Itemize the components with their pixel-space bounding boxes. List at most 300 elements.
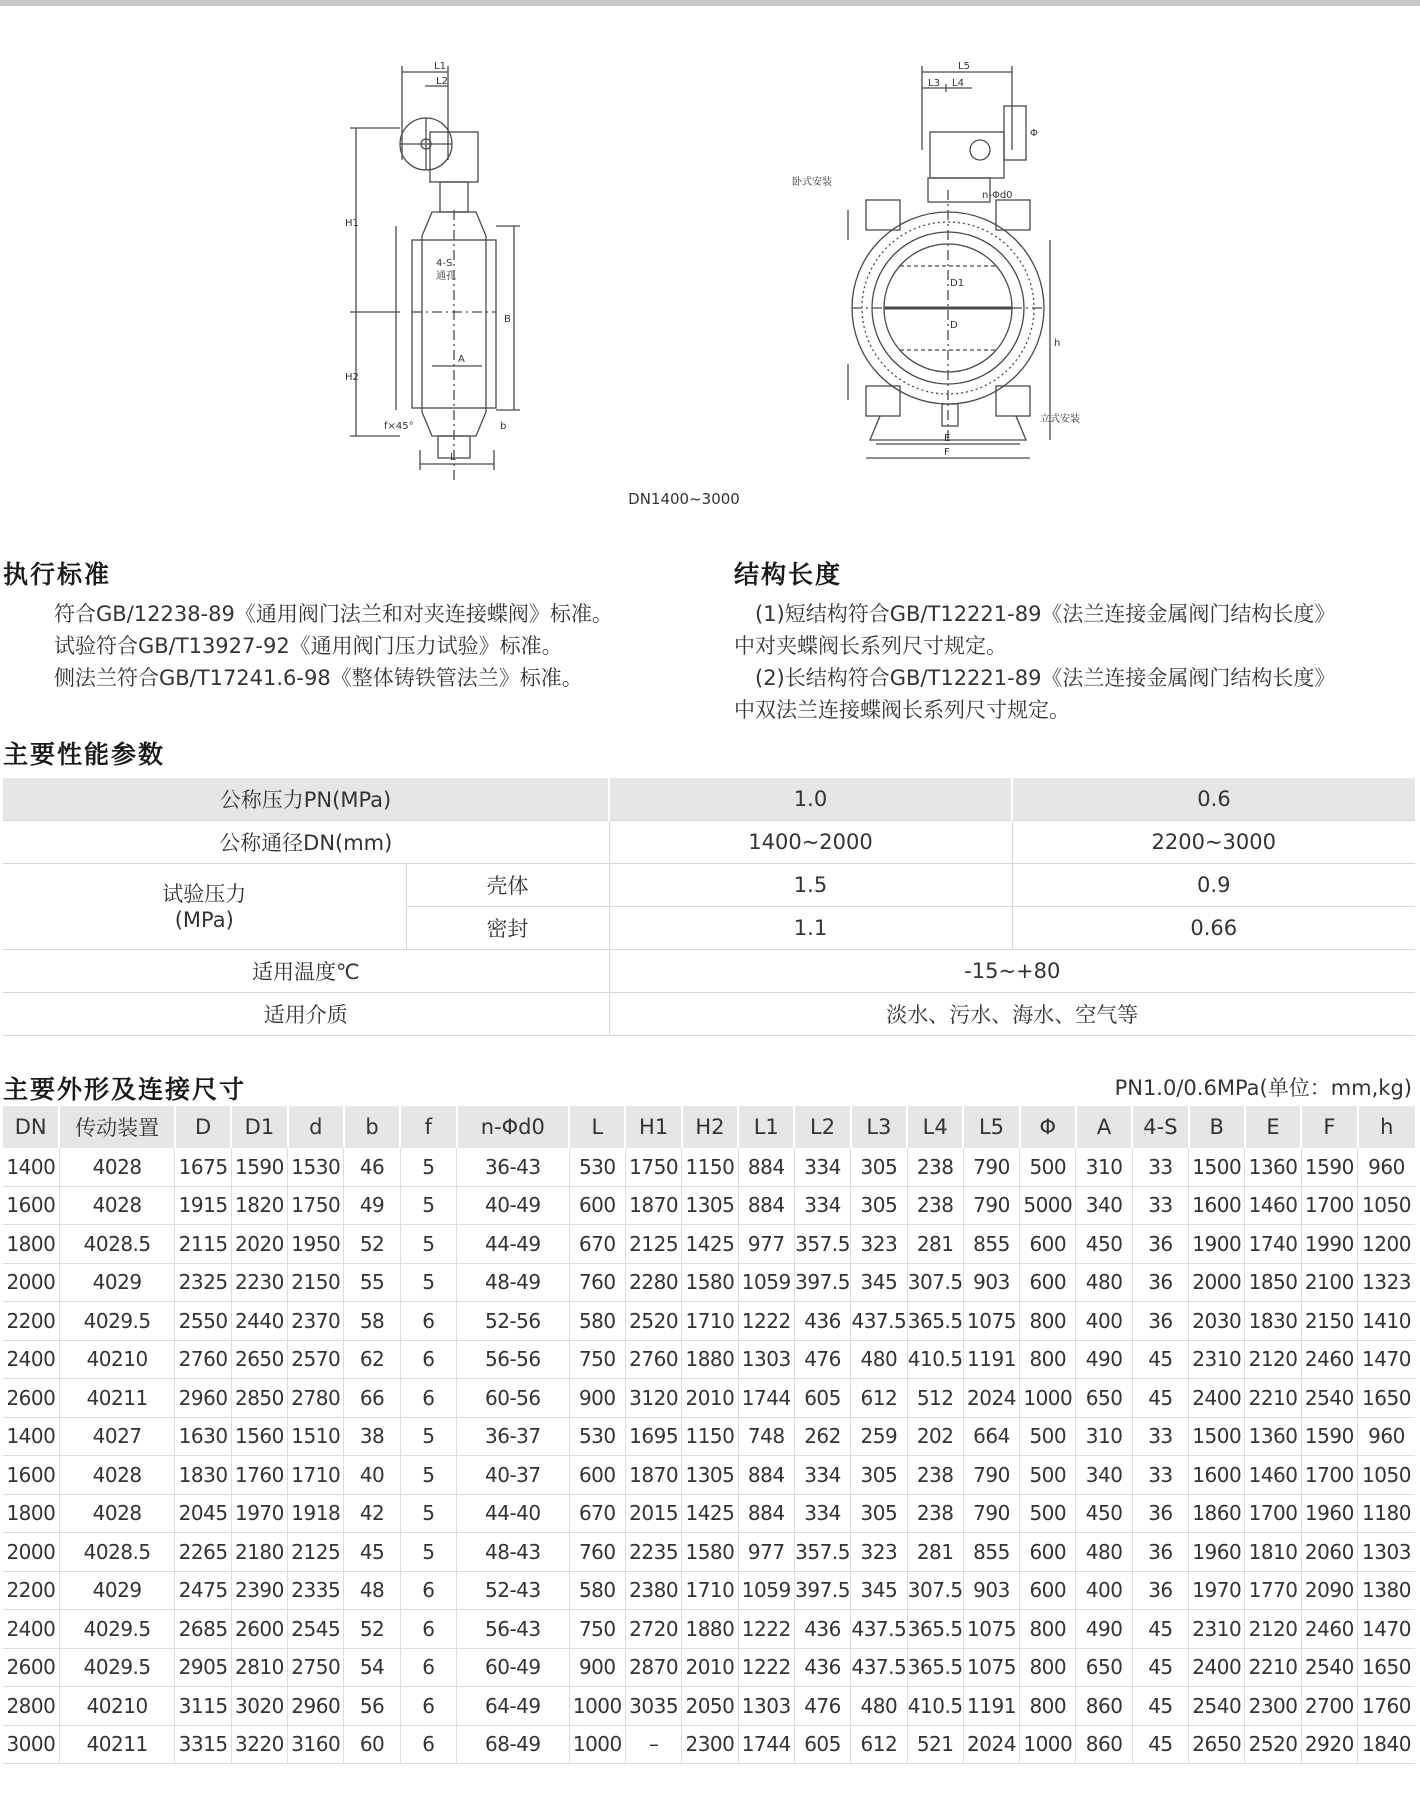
table-cell: 307.5: [907, 1263, 963, 1302]
standards-line: 侧法兰符合GB/T17241.6-98《整体铸铁管法兰》标准。: [54, 666, 583, 690]
table-cell: 521: [907, 1725, 963, 1764]
table-cell: 49: [344, 1186, 400, 1225]
temp-value: -15~+80: [609, 950, 1415, 993]
table-cell: 1880: [682, 1610, 738, 1649]
table-cell: 2400: [3, 1340, 59, 1379]
column-header: A: [1076, 1106, 1132, 1148]
table-cell: 44-49: [457, 1225, 570, 1264]
table-cell: 480: [851, 1340, 907, 1379]
pn-label: 公称压力PN(MPa): [3, 778, 609, 821]
table-cell: 600: [1020, 1533, 1076, 1572]
table-cell: 2380: [625, 1571, 681, 1610]
table-cell: 4028: [59, 1494, 175, 1533]
table-cell: 2015: [625, 1494, 681, 1533]
label-E: E: [944, 433, 951, 444]
table-row: [3, 821, 1415, 864]
table-cell: 3220: [231, 1725, 287, 1764]
table-cell: 1000: [569, 1725, 625, 1764]
table-cell: 605: [794, 1725, 850, 1764]
column-header: n-Φd0: [457, 1106, 570, 1148]
table-cell: 1760: [1358, 1687, 1415, 1726]
table-cell: 2520: [625, 1302, 681, 1341]
table-cell: 1000: [1020, 1379, 1076, 1418]
table-cell: 2265: [175, 1533, 231, 1572]
table-cell: 2600: [3, 1648, 59, 1687]
table-cell: 1695: [625, 1417, 681, 1456]
table-cell: 2310: [1189, 1610, 1245, 1649]
table-cell: 40-49: [457, 1186, 570, 1225]
label-H1: H1: [345, 218, 359, 229]
table-cell: 238: [907, 1494, 963, 1533]
column-header: h: [1358, 1106, 1415, 1148]
table-cell: 48-49: [457, 1263, 570, 1302]
table-cell: 476: [794, 1340, 850, 1379]
table-cell: 310: [1076, 1148, 1132, 1186]
table-cell: 3120: [625, 1379, 681, 1418]
table-cell: 1059: [738, 1571, 794, 1610]
table-cell: 5: [400, 1186, 456, 1225]
temp-label: 适用温度℃: [3, 950, 609, 993]
table-cell: 410.5: [907, 1340, 963, 1379]
table-body: [3, 1148, 1415, 1764]
table-row: [3, 1494, 1415, 1533]
label-A: A: [458, 354, 465, 365]
table-cell: 410.5: [907, 1687, 963, 1726]
table-cell: 2870: [625, 1648, 681, 1687]
table-cell: 530: [569, 1148, 625, 1186]
table-cell: 2520: [1245, 1725, 1301, 1764]
table-cell: 500: [1020, 1456, 1076, 1495]
table-cell: 650: [1076, 1379, 1132, 1418]
label-f: f×45°: [384, 421, 414, 432]
table-cell: 1960: [1301, 1494, 1357, 1533]
column-header: D1: [231, 1106, 287, 1148]
table-cell: 1191: [963, 1687, 1019, 1726]
table-row: [3, 1571, 1415, 1610]
table-cell: 2650: [1189, 1725, 1245, 1764]
table-cell: 450: [1076, 1225, 1132, 1264]
table-cell: 2750: [288, 1648, 344, 1687]
table-cell: 800: [1020, 1302, 1076, 1341]
table-cell: 2125: [625, 1225, 681, 1264]
table-cell: 800: [1020, 1648, 1076, 1687]
table-cell: 2810: [231, 1648, 287, 1687]
table-cell: 2460: [1301, 1340, 1357, 1379]
seal-value-1: 1.1: [609, 907, 1012, 950]
column-header: d: [288, 1106, 344, 1148]
table-cell: 1675: [175, 1148, 231, 1186]
table-cell: 1600: [3, 1186, 59, 1225]
table-cell: 2150: [288, 1263, 344, 1302]
table-cell: 259: [851, 1417, 907, 1456]
table-cell: 800: [1020, 1687, 1076, 1726]
table-cell: 1222: [738, 1610, 794, 1649]
table-cell: 1800: [3, 1494, 59, 1533]
table-cell: 1710: [288, 1456, 344, 1495]
table-cell: 436: [794, 1648, 850, 1687]
table-cell: 4029: [59, 1571, 175, 1610]
table-cell: 800: [1020, 1340, 1076, 1379]
table-cell: 2180: [231, 1533, 287, 1572]
table-row: [3, 1456, 1415, 1495]
table-cell: 33: [1132, 1186, 1188, 1225]
table-cell: 36: [1132, 1571, 1188, 1610]
table-cell: 60-56: [457, 1379, 570, 1418]
table-cell: 2760: [625, 1340, 681, 1379]
table-cell: 2280: [625, 1263, 681, 1302]
table-cell: 1580: [682, 1263, 738, 1302]
table-cell: 1400: [3, 1148, 59, 1186]
table-cell: 52: [344, 1610, 400, 1649]
table-cell: 365.5: [907, 1648, 963, 1687]
table-cell: 977: [738, 1225, 794, 1264]
table-cell: 6: [400, 1610, 456, 1649]
medium-label: 适用介质: [3, 993, 609, 1036]
side-view: [350, 66, 520, 480]
table-cell: 1400: [3, 1417, 59, 1456]
table-cell: 2010: [682, 1648, 738, 1687]
table-cell: 580: [569, 1302, 625, 1341]
table-cell: 1820: [231, 1186, 287, 1225]
table-cell: 1840: [1358, 1725, 1415, 1764]
table-cell: 790: [963, 1148, 1019, 1186]
table-cell: 4028: [59, 1456, 175, 1495]
table-cell: 2030: [1189, 1302, 1245, 1341]
table-cell: 305: [851, 1186, 907, 1225]
table-cell: 5: [400, 1225, 456, 1264]
column-header: H1: [625, 1106, 681, 1148]
table-cell: 670: [569, 1225, 625, 1264]
table-row: [3, 1263, 1415, 1302]
table-cell: 1830: [1245, 1302, 1301, 1341]
table-cell: 5000: [1020, 1186, 1076, 1225]
column-header: F: [1301, 1106, 1357, 1148]
table-cell: 437.5: [851, 1648, 907, 1687]
table-cell: 1744: [738, 1725, 794, 1764]
table-cell: 2150: [1301, 1302, 1357, 1341]
table-cell: 2230: [231, 1263, 287, 1302]
table-cell: 397.5: [794, 1571, 850, 1610]
table-cell: 3315: [175, 1725, 231, 1764]
dn-label: 公称通径DN(mm): [3, 821, 609, 864]
table-cell: 2800: [3, 1687, 59, 1726]
label-L5: L5: [958, 61, 970, 72]
table-cell: 1970: [231, 1494, 287, 1533]
table-cell: 3000: [3, 1725, 59, 1764]
table-cell: 1700: [1301, 1186, 1357, 1225]
table-cell: 36: [1132, 1533, 1188, 1572]
table-cell: 36-37: [457, 1417, 570, 1456]
pn-value-1: 1.0: [609, 778, 1012, 821]
dn-value-1: 1400~2000: [609, 821, 1012, 864]
table-cell: 2125: [288, 1533, 344, 1572]
table-row: [3, 1417, 1415, 1456]
shell-value-2: 0.9: [1012, 864, 1415, 907]
table-cell: 855: [963, 1225, 1019, 1264]
table-cell: 600: [569, 1456, 625, 1495]
table-row: [3, 1725, 1415, 1764]
table-cell: 1200: [1358, 1225, 1415, 1264]
table-cell: 33: [1132, 1417, 1188, 1456]
label-F: F: [944, 447, 950, 458]
table-cell: 1050: [1358, 1456, 1415, 1495]
table-row: [3, 1225, 1415, 1264]
column-header: L2: [794, 1106, 850, 1148]
table-cell: 66: [344, 1379, 400, 1418]
table-cell: 45: [1132, 1379, 1188, 1418]
table-cell: 2335: [288, 1571, 344, 1610]
table-cell: 6: [400, 1571, 456, 1610]
table-cell: 2720: [625, 1610, 681, 1649]
column-header: D: [175, 1106, 231, 1148]
table-cell: 345: [851, 1571, 907, 1610]
table-cell: 2440: [231, 1302, 287, 1341]
table-cell: 4028: [59, 1148, 175, 1186]
table-cell: 1075: [963, 1302, 1019, 1341]
table-cell: 1710: [682, 1571, 738, 1610]
label-B: B: [504, 314, 511, 325]
table-cell: 1222: [738, 1302, 794, 1341]
table-cell: 2905: [175, 1648, 231, 1687]
table-cell: 2570: [288, 1340, 344, 1379]
table-cell: 2600: [3, 1379, 59, 1418]
length-line: (1)短结构符合GB/T12221-89《法兰连接金属阀门结构长度》: [734, 602, 1336, 626]
table-cell: 397.5: [794, 1263, 850, 1302]
label-D: D: [950, 320, 958, 331]
table-cell: 400: [1076, 1571, 1132, 1610]
table-cell: 1590: [1301, 1148, 1357, 1186]
table-cell: 2400: [3, 1610, 59, 1649]
table-cell: 2390: [231, 1571, 287, 1610]
table-cell: 2370: [288, 1302, 344, 1341]
table-cell: 1150: [682, 1148, 738, 1186]
column-header: 传动装置: [59, 1106, 175, 1148]
table-cell: 310: [1076, 1417, 1132, 1456]
column-header: L4: [907, 1106, 963, 1148]
table-cell: 45: [344, 1533, 400, 1572]
length-line: (2)长结构符合GB/T12221-89《法兰连接金属阀门结构长度》: [734, 666, 1336, 690]
table-cell: 6: [400, 1648, 456, 1687]
table-cell: 2000: [1189, 1263, 1245, 1302]
table-cell: 2850: [231, 1379, 287, 1418]
standards-title: 执行标准: [3, 560, 112, 589]
table-cell: 1870: [625, 1456, 681, 1495]
table-cell: 323: [851, 1225, 907, 1264]
table-row: [3, 993, 1415, 1036]
table-cell: 4029.5: [59, 1648, 175, 1687]
table-cell: 800: [1020, 1610, 1076, 1649]
drawing-labels: [345, 61, 1080, 463]
table-cell: 977: [738, 1533, 794, 1572]
table-cell: 400: [1076, 1302, 1132, 1341]
table-cell: 36-43: [457, 1148, 570, 1186]
table-cell: 600: [1020, 1571, 1076, 1610]
table-cell: 1900: [1189, 1225, 1245, 1264]
table-cell: 1510: [288, 1417, 344, 1456]
table-row: [3, 1687, 1415, 1726]
table-cell: 305: [851, 1494, 907, 1533]
table-cell: 334: [794, 1148, 850, 1186]
table-cell: 305: [851, 1148, 907, 1186]
table-cell: 58: [344, 1302, 400, 1341]
label-D1: D1: [950, 278, 965, 289]
label-b: b: [500, 421, 507, 432]
medium-value: 淡水、污水、海水、空气等: [609, 993, 1415, 1036]
table-cell: 281: [907, 1225, 963, 1264]
table-cell: 44-40: [457, 1494, 570, 1533]
table-cell: 64-49: [457, 1687, 570, 1726]
table-cell: 790: [963, 1186, 1019, 1225]
table-cell: 36: [1132, 1225, 1188, 1264]
table-cell: 60-49: [457, 1648, 570, 1687]
table-cell: 6: [400, 1302, 456, 1341]
table-cell: 436: [794, 1302, 850, 1341]
table-cell: 480: [851, 1687, 907, 1726]
table-cell: 1700: [1301, 1456, 1357, 1495]
seal-label: 密封: [406, 907, 609, 950]
table-cell: 45: [1132, 1648, 1188, 1687]
table-cell: 900: [569, 1379, 625, 1418]
table-cell: 1600: [3, 1456, 59, 1495]
table-cell: 580: [569, 1571, 625, 1610]
table-cell: 437.5: [851, 1610, 907, 1649]
table-cell: 56: [344, 1687, 400, 1726]
table-cell: 1740: [1245, 1225, 1301, 1264]
table-cell: 2200: [3, 1571, 59, 1610]
label-L: L: [450, 452, 456, 463]
table-cell: 3115: [175, 1687, 231, 1726]
table-cell: 2400: [1189, 1648, 1245, 1687]
table-cell: 436: [794, 1610, 850, 1649]
table-cell: 2000: [3, 1533, 59, 1572]
table-cell: 1303: [1358, 1533, 1415, 1572]
table-cell: 2120: [1245, 1610, 1301, 1649]
drawing-caption: DN1400~3000: [628, 490, 740, 508]
table-cell: 1870: [625, 1186, 681, 1225]
shell-label: 壳体: [406, 864, 609, 907]
table-cell: 790: [963, 1494, 1019, 1533]
table-cell: 45: [1132, 1610, 1188, 1649]
table-cell: 1560: [231, 1417, 287, 1456]
table-cell: 1380: [1358, 1571, 1415, 1610]
table-cell: 202: [907, 1417, 963, 1456]
table-cell: 1425: [682, 1494, 738, 1533]
table-cell: 2120: [1245, 1340, 1301, 1379]
column-header: L1: [738, 1106, 794, 1148]
table-cell: 340: [1076, 1186, 1132, 1225]
table-cell: 1600: [1189, 1186, 1245, 1225]
table-cell: 1744: [738, 1379, 794, 1418]
table-cell: 960: [1358, 1417, 1415, 1456]
table-cell: 307.5: [907, 1571, 963, 1610]
table-cell: 600: [1020, 1263, 1076, 1302]
length-line: 中双法兰连接蝶阀长系列尺寸规定。: [734, 698, 1070, 722]
seal-value-2: 0.66: [1012, 907, 1415, 950]
top-rule: [0, 0, 1420, 6]
column-header: B: [1189, 1106, 1245, 1148]
table-cell: 1918: [288, 1494, 344, 1533]
table-cell: 855: [963, 1533, 1019, 1572]
table-cell: 490: [1076, 1340, 1132, 1379]
table-cell: 45: [1132, 1340, 1188, 1379]
table-cell: 238: [907, 1148, 963, 1186]
table-cell: 1830: [175, 1456, 231, 1495]
table-cell: 334: [794, 1186, 850, 1225]
table-row: [3, 1648, 1415, 1687]
table-cell: 2210: [1245, 1648, 1301, 1687]
table-cell: 903: [963, 1263, 1019, 1302]
table-cell: 1180: [1358, 1494, 1415, 1533]
table-cell: 52-56: [457, 1302, 570, 1341]
table-cell: 2475: [175, 1571, 231, 1610]
table-cell: 1590: [1301, 1417, 1357, 1456]
table-cell: 1303: [738, 1687, 794, 1726]
table-cell: 1323: [1358, 1263, 1415, 1302]
table-cell: 1710: [682, 1302, 738, 1341]
table-cell: 40210: [59, 1340, 175, 1379]
table-cell: 42: [344, 1494, 400, 1533]
column-header: f: [400, 1106, 456, 1148]
table-cell: 2210: [1245, 1379, 1301, 1418]
performance-title: 主要性能参数: [3, 740, 166, 769]
table-cell: 437.5: [851, 1302, 907, 1341]
table-cell: 40211: [59, 1379, 175, 1418]
table-cell: 750: [569, 1610, 625, 1649]
table-cell: 1750: [625, 1148, 681, 1186]
table-cell: –: [625, 1725, 681, 1764]
table-cell: 480: [1076, 1533, 1132, 1572]
table-cell: 345: [851, 1263, 907, 1302]
table-cell: 55: [344, 1263, 400, 1302]
table-cell: 1360: [1245, 1417, 1301, 1456]
table-cell: 1530: [288, 1148, 344, 1186]
column-header: Φ: [1020, 1106, 1076, 1148]
table-cell: 1460: [1245, 1186, 1301, 1225]
shell-value-1: 1.5: [609, 864, 1012, 907]
table-cell: 1650: [1358, 1379, 1415, 1418]
table-header-row: [3, 1106, 1415, 1148]
table-cell: 1915: [175, 1186, 231, 1225]
table-cell: 1059: [738, 1263, 794, 1302]
table-cell: 600: [569, 1186, 625, 1225]
table-cell: 340: [1076, 1456, 1132, 1495]
table-cell: 1075: [963, 1648, 1019, 1687]
table-cell: 2115: [175, 1225, 231, 1264]
table-cell: 2024: [963, 1379, 1019, 1418]
table-cell: 5: [400, 1533, 456, 1572]
table-cell: 2650: [231, 1340, 287, 1379]
table-cell: 884: [738, 1186, 794, 1225]
unit-note: PN1.0/0.6MPa(单位：mm,kg): [1114, 1076, 1412, 1100]
label-through-hole: 通孔: [436, 271, 456, 282]
label-L3: L3: [928, 78, 940, 89]
table-cell: 36: [1132, 1494, 1188, 1533]
test-pressure-label: [3, 864, 406, 950]
table-row: [3, 1302, 1415, 1341]
table-cell: 2545: [288, 1610, 344, 1649]
table-cell: 1500: [1189, 1417, 1245, 1456]
table-row: [3, 864, 1415, 907]
table-cell: 238: [907, 1456, 963, 1495]
table-cell: 40210: [59, 1687, 175, 1726]
table-cell: 1222: [738, 1648, 794, 1687]
table-cell: 4028.5: [59, 1225, 175, 1264]
table-row: [3, 1148, 1415, 1186]
standards-line: 试验符合GB/T13927-92《通用阀门压力试验》标准。: [54, 634, 563, 658]
test-pressure-unit: (MPa): [174, 907, 234, 932]
table-cell: 33: [1132, 1456, 1188, 1495]
table-cell: 48: [344, 1571, 400, 1610]
